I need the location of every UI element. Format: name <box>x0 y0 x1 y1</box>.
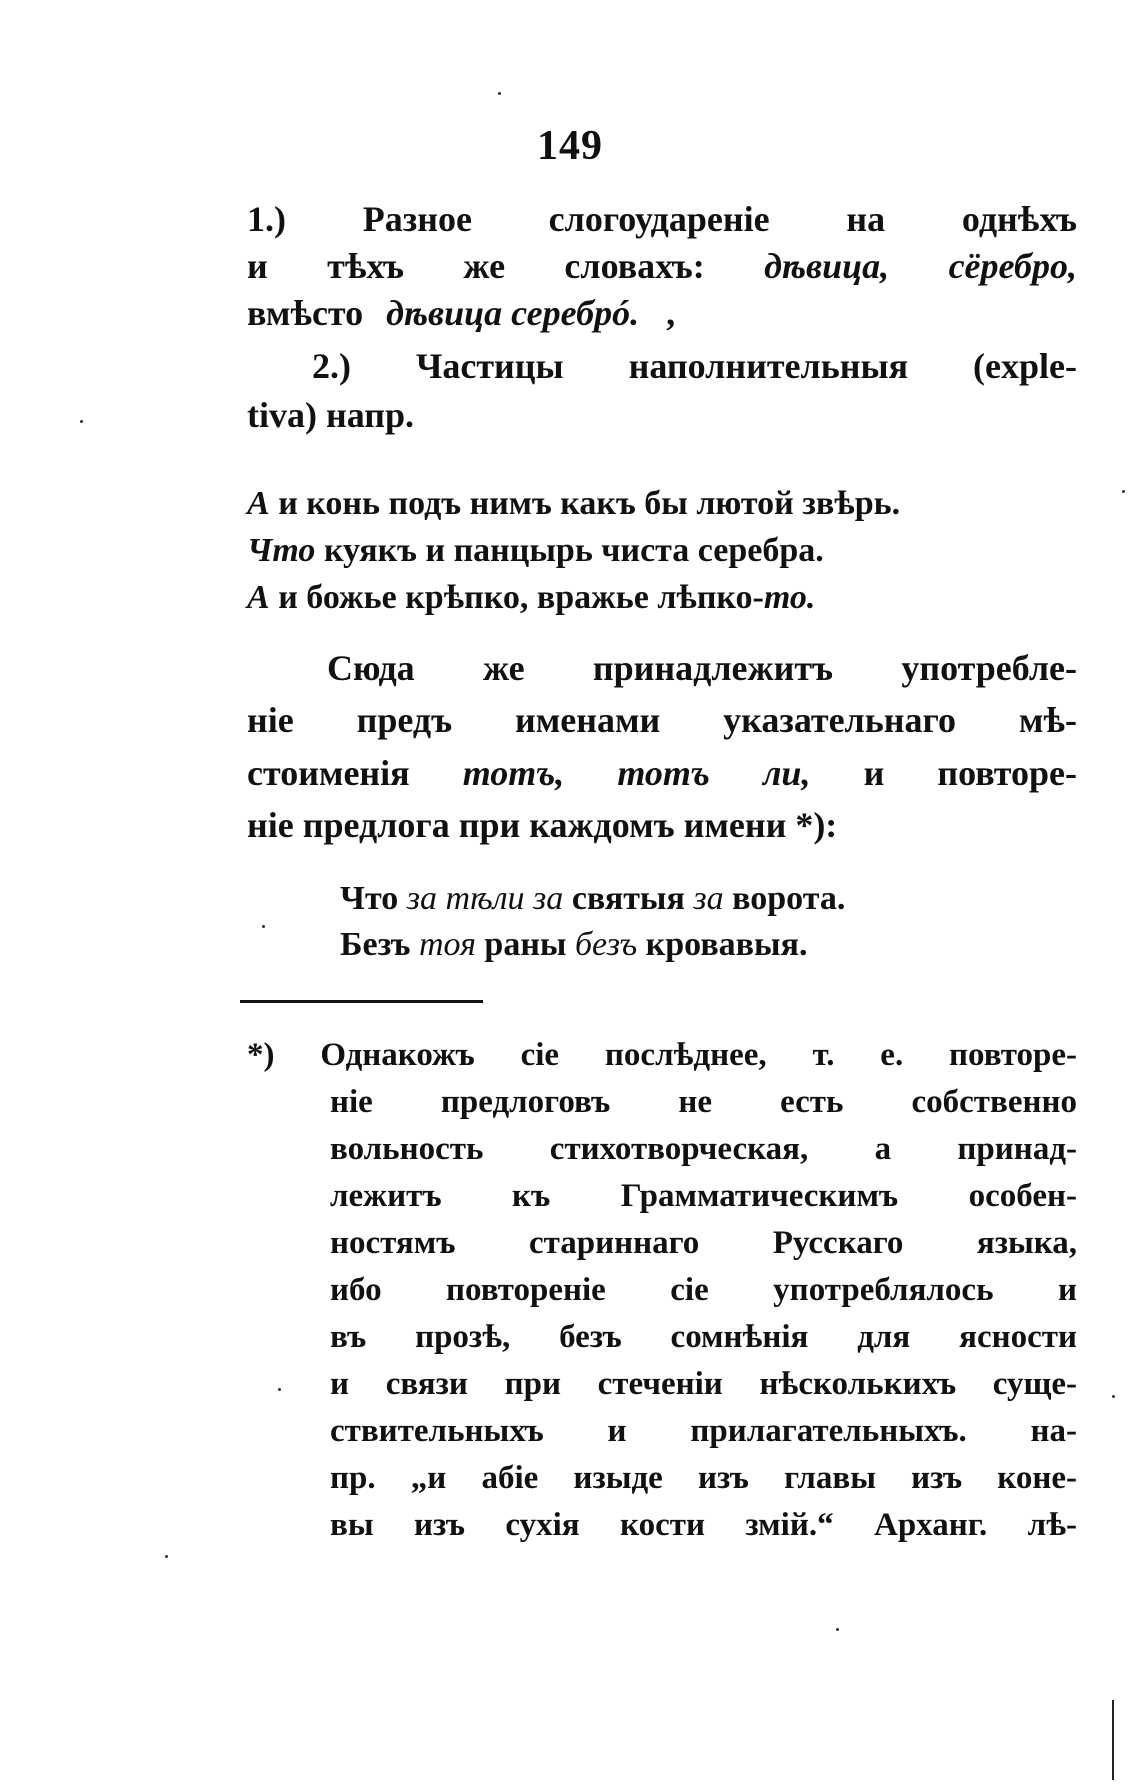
para2-line1: 2.) Частицы наполнительныя (exple- <box>312 346 1077 386</box>
scan-speck <box>262 925 265 928</box>
footnote-separator <box>240 1000 483 1003</box>
footnote-line: вы изъ сухія кости змій.“ Арханг. лѣ- <box>330 1507 1077 1543</box>
verse2-line1-b: за тѣли за <box>406 880 564 917</box>
footnote-line: пр. „и абіе изыде изъ главы изъ коне- <box>330 1460 1077 1496</box>
page-number: 149 <box>537 123 603 169</box>
verse2-line2-c: раны <box>475 926 575 963</box>
scan-speck <box>836 1628 839 1631</box>
para3-line3-italic: тотъ, тотъ ли, <box>462 753 811 793</box>
para3-line3 <box>247 750 1077 796</box>
verse1-line3-text: и божье крѣпко, вражье лѣпко- <box>269 579 764 616</box>
para3-line2: ніе предъ именами указательнаго мѣ- <box>247 700 1077 740</box>
verse2-line2-a: Безъ <box>340 926 419 963</box>
verse1-line2 <box>247 528 824 574</box>
verse2-line2-e: кровавыя. <box>637 926 808 963</box>
para1-line1: 1.) Разное слогоудареніе на однѣхъ <box>247 199 1077 239</box>
para1-line3 <box>247 290 675 336</box>
para1-line3-text: вмѣсто <box>247 293 364 333</box>
verse2-line2 <box>340 922 808 968</box>
verse2-line1 <box>340 876 845 922</box>
para1-line2-italic: дѣвица, сёребро, <box>764 246 1077 286</box>
scan-speck <box>1122 490 1125 493</box>
verse2-line2-b: тоя <box>418 926 476 963</box>
para1-line2-text: и тѣхъ же словахъ: <box>247 246 705 286</box>
verse1-line2-initial: Что <box>247 532 316 569</box>
footnote-line: ніе предлоговъ не есть собственно <box>330 1084 1077 1120</box>
verse1-line3-initial: А <box>247 579 270 616</box>
para3-line4: ніе предлога при каждомъ имени *): <box>247 805 838 845</box>
para3-line1: Сюда же принадлежитъ употребле- <box>327 648 1077 688</box>
footnote-line: ностямъ стариннаго Русскаго языка, <box>330 1225 1077 1261</box>
scan-speck <box>165 1555 168 1558</box>
verse1-line1 <box>247 481 900 527</box>
scan-speck <box>278 1388 281 1391</box>
verse2-line1-c: святыя <box>563 880 694 917</box>
footnote-line: лежитъ къ Грамматическимъ особен- <box>330 1178 1077 1214</box>
verse2-line1-a: Что <box>340 880 407 917</box>
footnote-line: *) Однакожъ сіе послѣднее, т. е. повторе- <box>247 1037 1077 1073</box>
para1-line2 <box>247 243 1077 289</box>
para1-line3-italic: дѣвица серебрó. <box>386 293 640 333</box>
para2-line2: tiva) напр. <box>247 395 415 435</box>
verse2-line1-d: за <box>693 880 724 917</box>
para1-line3-comma: , <box>666 293 676 333</box>
footnote-line: вольность стихотворческая, а принад- <box>330 1131 1077 1167</box>
scan-speck <box>1112 1395 1115 1398</box>
footnote-line: ствительныхъ и прилагательныхъ. на- <box>330 1413 1077 1449</box>
verse1-line1-text: и конь подъ нимъ какъ бы лютой звѣрь. <box>269 485 901 522</box>
footnote-line: ибо повтореніе сіе употреблялось и <box>330 1272 1077 1308</box>
para3-line3-text: стоименія <box>247 753 410 793</box>
footnote-line: въ прозѣ, безъ сомнѣнія для ясности <box>330 1319 1077 1355</box>
para3-line3-tail: и повторе- <box>863 753 1078 793</box>
scan-speck <box>498 92 501 95</box>
verse1-line3-suffix: то. <box>763 579 816 616</box>
verse2-line1-e: ворота. <box>723 880 846 917</box>
scan-speck <box>80 420 83 423</box>
verse1-line2-text: куякъ и панцырь чиста серебра. <box>315 532 824 569</box>
verse1-line1-initial: А <box>247 485 270 522</box>
page-edge-mark <box>1112 1700 1114 1780</box>
verse1-line3 <box>247 575 815 621</box>
footnote-line: и связи при стеченіи нѣсколькихъ суще- <box>330 1366 1077 1402</box>
verse2-line2-d: безъ <box>574 926 638 963</box>
